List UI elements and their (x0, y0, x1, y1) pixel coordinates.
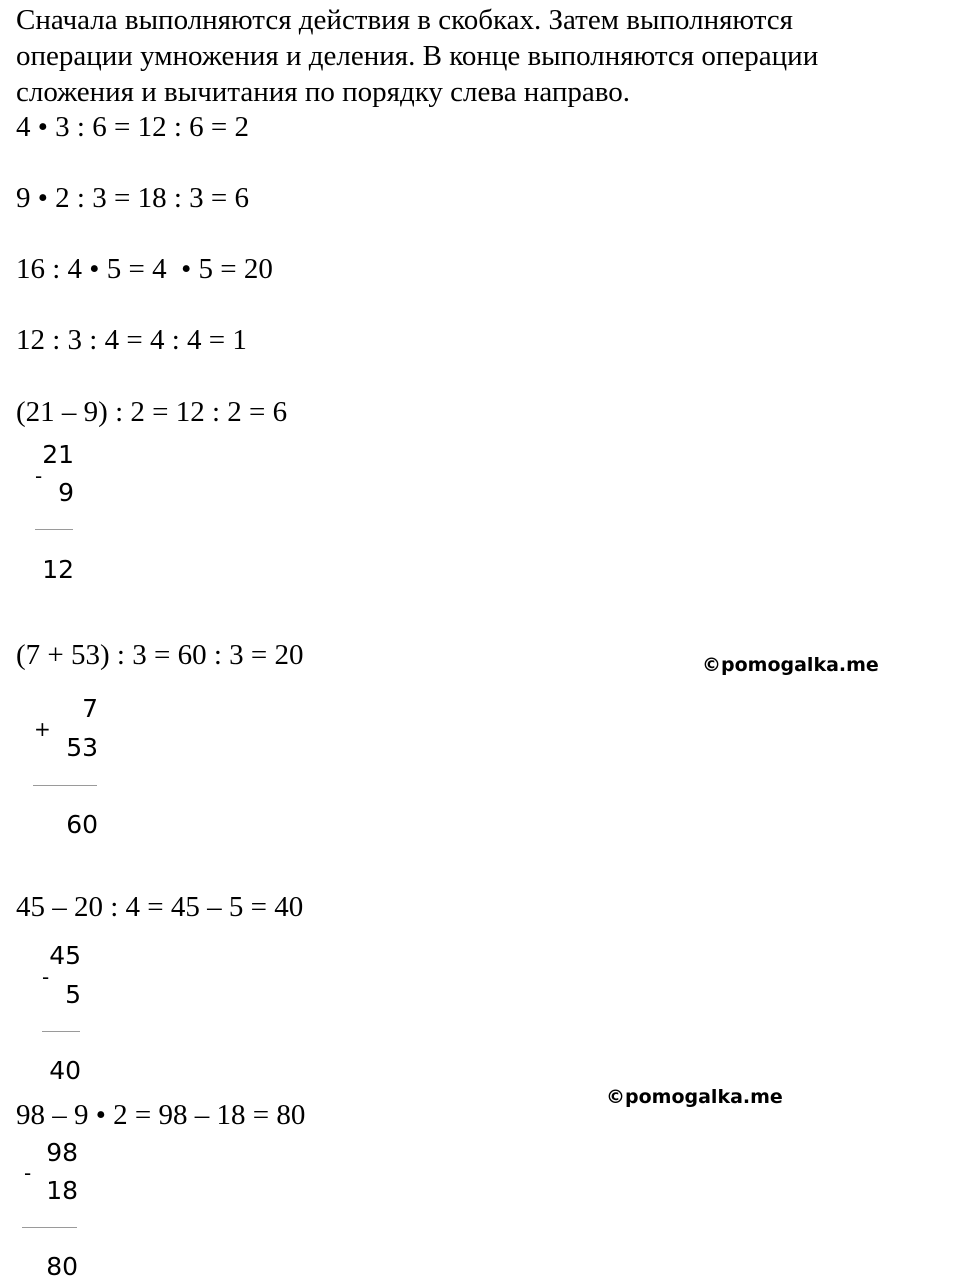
equation: 4 • 3 : 6 = 12 : 6 = 2 (16, 111, 249, 143)
column-addend-bottom: 53 (66, 733, 98, 762)
equation: (21 – 9) : 2 = 12 : 2 = 6 (16, 396, 288, 428)
equation: 12 : 3 : 4 = 4 : 4 = 1 (16, 324, 247, 356)
column-rule (35, 529, 73, 530)
column-result: 80 (46, 1252, 78, 1281)
watermark: ©pomogalka.me (702, 654, 879, 676)
equation: 16 : 4 • 5 = 4 • 5 = 20 (16, 253, 273, 285)
column-rule (22, 1227, 77, 1228)
column-result: 40 (49, 1056, 81, 1085)
column-rule (42, 1031, 80, 1032)
intro-line: Сначала выполняются действия в скобках. Затем выполняются (16, 4, 793, 36)
column-minuend: 45 (49, 941, 81, 970)
column-result: 12 (42, 555, 74, 584)
column-subtrahend: 9 (58, 478, 74, 507)
intro-line: сложения и вычитания по порядку слева направо. (16, 76, 630, 108)
watermark: ©pomogalka.me (606, 1086, 783, 1108)
minus-sign: - (35, 464, 43, 488)
equation: 45 – 20 : 4 = 45 – 5 = 40 (16, 891, 304, 923)
equation: 98 – 9 • 2 = 98 – 18 = 80 (16, 1099, 306, 1131)
intro-paragraph (16, 2, 946, 110)
intro-line: операции умножения и деления. В конце выполняются операции (16, 40, 819, 72)
equation: (7 + 53) : 3 = 60 : 3 = 20 (16, 639, 304, 671)
plus-sign: + (34, 717, 51, 741)
column-addend-top: 7 (82, 694, 98, 723)
column-minuend: 98 (46, 1138, 78, 1167)
minus-sign: - (42, 965, 50, 989)
column-result: 60 (66, 810, 98, 839)
equation: 9 • 2 : 3 = 18 : 3 = 6 (16, 182, 249, 214)
column-subtrahend: 5 (65, 980, 81, 1009)
column-minuend: 21 (42, 440, 74, 469)
column-subtrahend: 18 (46, 1176, 78, 1205)
minus-sign: - (24, 1161, 32, 1185)
column-rule (33, 785, 97, 786)
